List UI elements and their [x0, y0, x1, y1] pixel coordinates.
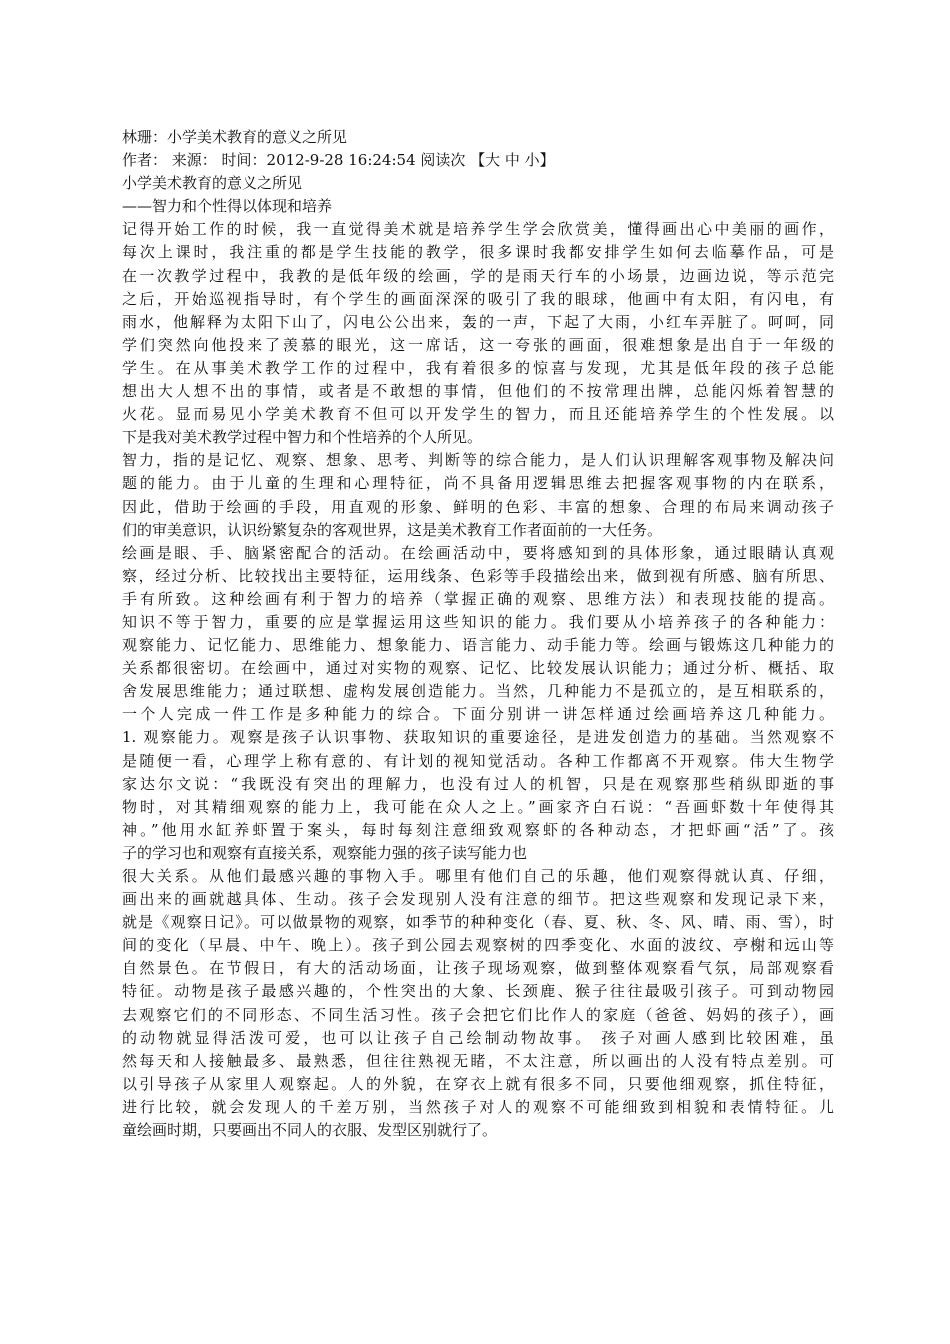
body-line: 然每天和人接触最多、最熟悉，但往往熟视无睹，不太注意，所以画出的人没有特点差别。可	[122, 1051, 834, 1070]
body-line: 以引导孩子从家里人观察起。人的外貌，在穿衣上就有很多不同，只要他细观察，抓住特征，	[122, 1074, 834, 1093]
body-line: 是随便一看，心理学上称有意的、有计划的视知觉活动。各种工作都离不开观察。伟大生物学	[122, 751, 834, 770]
body-line: 神。”他用水缸养虾置于案头，每时每刻注意细致观察虾的各种动态，才把虾画“活”了。孩	[122, 820, 834, 839]
body-line: 间的变化（早晨、中午、晚上）。孩子到公园去观察树的四季变化、水面的波纹、亭榭和远山等	[122, 936, 834, 955]
body-line: 在一次教学过程中，我教的是低年级的绘画，学的是雨天行车的小场景，边画边说，等示范完	[122, 266, 834, 285]
body-line: 智力，指的是记忆、观察、想象、思考、判断等的综合能力，是人们认识理解客观事物及解决问	[122, 451, 834, 470]
body-line: 记得开始工作的时候，我一直觉得美术就是培养学生学会欣赏美，懂得画出心中美丽的画作，	[122, 220, 834, 239]
body-line: 下是我对美术教学过程中智力和个性培养的个人所见。	[122, 428, 483, 447]
article-heading: 小学美术教育的意义之所见	[122, 174, 303, 193]
body-line: 进行比较，就会发现人的千差万别，当然孩子对人的观察不可能细致到相貌和表情特征。儿	[122, 1097, 834, 1116]
body-line: 观察能力、记忆能力、思维能力、想象能力、语言能力、动手能力等。绘画与锻炼这几种能力的	[122, 636, 834, 655]
body-line: 的动物就显得活泼可爱，也可以让孩子自己绘制动物故事。 孩子对画人感到比较困难，虽	[122, 1028, 834, 1047]
body-line: 每次上课时，我注重的都是学生技能的教学，很多课时我都安排学生如何去临摹作品，可是	[122, 243, 834, 262]
body-line: 火花。显而易见小学美术教育不但可以开发学生的智力，而且还能培养学生的个性发展。以	[122, 405, 834, 424]
body-line: 们的审美意识，认识纷繁复杂的客观世界，这是美术教育工作者面前的一大任务。	[122, 520, 663, 539]
body-line: 绘画是眼、手、脑紧密配合的活动。在绘画活动中，要将感知到的具体形象，通过眼睛认真观	[122, 543, 834, 562]
body-line: 特征。动物是孩子最感兴趣的，个性突出的大象、长颈鹿、猴子往往最吸引孩子。可到动物园	[122, 982, 834, 1001]
body-line: 童绘画时期，只要画出不同人的衣服、发型区别就行了。	[122, 1121, 498, 1140]
article-subheading: ——智力和个性得以体现和培养	[122, 197, 333, 216]
body-line: 题的能力。由于儿童的生理和心理特征，尚不具备用逻辑思维去把握客观事物的内在联系，	[122, 474, 834, 493]
body-line: 想出大人想不出的事情，或者是不敢想的事情，但他们的不按常理出牌，总能闪烁着智慧的	[122, 382, 834, 401]
body-line: 关系都很密切。在绘画中，通过对实物的观察、记忆、比较发展认识能力；通过分析、概括、取	[122, 659, 834, 678]
body-line: 因此，借助于绘画的手段，用直观的形象、鲜明的色彩、丰富的想象、合理的布局来调动孩子	[122, 497, 834, 516]
body-line: 子的学习也和观察有直接关系，观察能力强的孩子读写能力也	[122, 843, 528, 862]
body-line: 家达尔文说：“我既没有突出的理解力，也没有过人的机智，只是在观察那些稍纵即逝的事	[122, 774, 834, 793]
article-title: 林珊：小学美术教育的意义之所见	[122, 128, 348, 146]
body-line: 很大关系。从他们最感兴趣的事物入手。哪里有他们自己的乐趣，他们观察得就认真、仔细，	[122, 867, 834, 885]
body-line: 一个人完成一件工作是多种能力的综合。下面分别讲一讲怎样通过绘画培养这几种能力。	[122, 705, 834, 724]
body-line: 画出来的画就越具体、生动。孩子会发现别人没有注意的细节。把这些观察和发现记录下来，	[122, 890, 834, 909]
article-meta: 作者： 来源： 时间：2012-9-28 16:24:54 阅读次 【大 中 小】	[122, 151, 555, 170]
body-line: 之后，开始巡视指导时，有个学生的画面深深的吸引了我的眼球，他画中有太阳，有闪电，有	[122, 289, 834, 308]
body-line: 学生。在从事美术教学工作的过程中，我有着很多的惊喜与发现，尤其是低年段的孩子总能	[122, 358, 834, 377]
body-line: 1. 观察能力。观察是孩子认识事物、获取知识的重要途径，是进发创造力的基础。当然观察不	[122, 728, 834, 747]
body-line: 舍发展思维能力；通过联想、虚构发展创造能力。当然，几种能力不是孤立的，是互相联系的，	[122, 682, 834, 701]
body-line: 就是《观察日记》。可以做景物的观察，如季节的种种变化（春、夏、秋、冬、风、晴、雨、雪），时	[122, 913, 834, 932]
body-line: 去观察它们的不同形态、不同生活习性。孩子会把它们比作人的家庭（爸爸、妈妈的孩子），画	[122, 1005, 834, 1024]
body-line: 学们突然向他投来了羡慕的眼光，这一席话，这一夸张的画面，很难想象是出自于一年级的	[122, 335, 834, 354]
body-line: 知识不等于智力，重要的应是掌握运用这些知识的能力。我们要从小培养孩子的各种能力：	[122, 612, 834, 631]
body-line: 自然景色。在节假日，有大的活动场面，让孩子现场观察，做到整体观察看气氛，局部观察看	[122, 959, 834, 978]
document-page	[122, 126, 834, 1142]
article-body	[122, 218, 834, 1142]
body-line: 手有所致。这种绘画有利于智力的培养（掌握正确的观察、思维方法）和表现技能的提高。	[122, 589, 834, 608]
body-line: 察，经过分析、比较找出主要特征，运用线条、色彩等手段描绘出来，做到视有所感、脑有所思、	[122, 566, 834, 585]
body-line: 雨水，他解释为太阳下山了，闪电公公出来，轰的一声，下起了大雨，小红车弄脏了。呵呵，同	[122, 312, 834, 331]
body-line: 物时，对其精细观察的能力上，我可能在众人之上。”画家齐白石说：“吾画虾数十年使得其	[122, 797, 834, 816]
